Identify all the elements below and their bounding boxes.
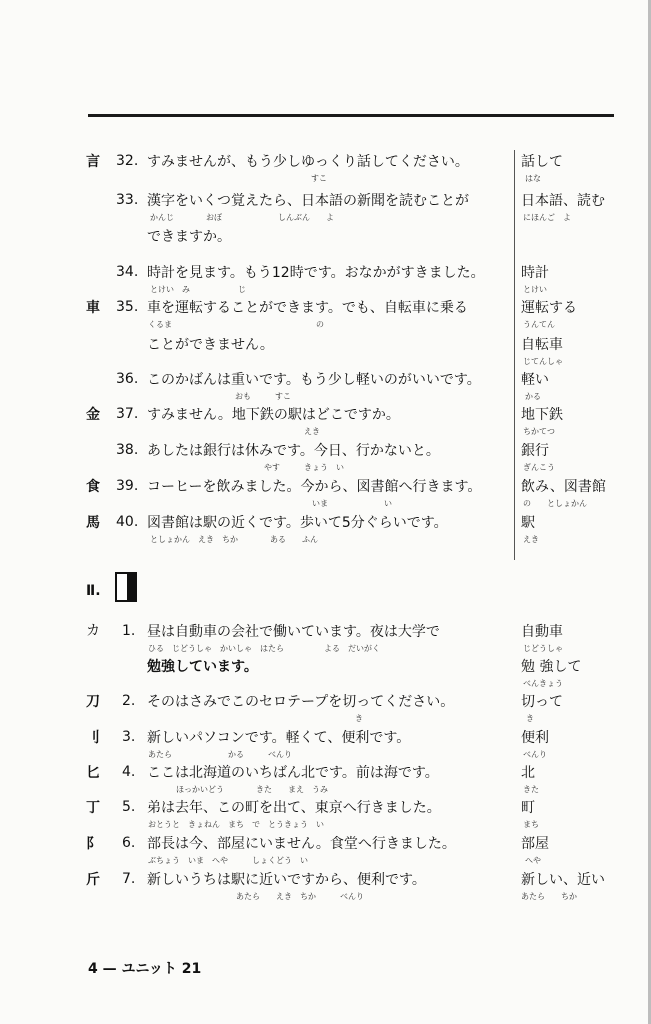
gloss-furigana: じてんしゃ [523, 357, 563, 366]
furigana: えき [304, 427, 320, 436]
gloss: 銀行 [521, 443, 549, 459]
sentence: 部長は今、部屋にいません。食堂へ行きました。 [147, 836, 456, 852]
gloss-furigana: ぎんこう [523, 463, 555, 472]
list-item [0, 797, 651, 829]
section-label: Ⅱ. [86, 583, 101, 599]
sentence-continuation: 勉強しています。 [147, 659, 258, 675]
sentence: 図書館は駅の近くです。歩いて5分ぐらいです。 [147, 515, 448, 531]
sentence: 時計を見ます。もう12時です。おなかがすきました。 [147, 265, 485, 281]
sentence: コーヒーを飲みました。今から、図書館へ行きます。 [147, 479, 482, 495]
item-number: 40. [116, 514, 139, 530]
furigana: あたら かる べんり [148, 750, 292, 759]
page-footer: 4 — ユニット 21 [88, 961, 202, 977]
item-number: 35. [116, 299, 139, 315]
radical-label: 馬 [86, 515, 100, 531]
furigana: ほっかいどう きた まえ うみ [176, 785, 328, 794]
item-number: 3. [122, 729, 136, 745]
list-item [0, 151, 651, 183]
radical-label: 車 [86, 300, 100, 316]
gloss-furigana: ちかてつ [523, 427, 555, 436]
sentence: 昼は自動車の会社で働いています。夜は大学で [147, 624, 440, 640]
gloss-furigana: べんり [523, 750, 547, 759]
list-item [0, 476, 651, 508]
list-item [0, 190, 651, 222]
list-item [0, 833, 651, 865]
list-item [0, 297, 651, 329]
gloss-furigana: の としょかん [523, 499, 587, 508]
furigana: あたら えき ちか べんり [236, 892, 364, 901]
list-item [0, 369, 651, 401]
sentence: すみません。地下鉄の駅はどこですか。 [147, 407, 400, 423]
gloss-furigana: にほんご よ [523, 213, 571, 222]
gloss: 運転する [521, 300, 577, 316]
furigana: おも すこ [235, 392, 291, 401]
item-number: 4. [122, 764, 136, 780]
list-item [0, 440, 651, 472]
furigana: とけい み じ [150, 285, 246, 294]
item-number: 5. [122, 799, 136, 815]
sentence: 弟は去年、この町を出て、東京へ行きました。 [147, 800, 441, 816]
furigana: おとうと きょねん まち で とうきょう い [148, 820, 324, 829]
list-item [0, 262, 651, 294]
radical-label: 阝 [86, 836, 100, 852]
radical-label: 匕 [86, 765, 100, 781]
gloss: 地下鉄 [521, 407, 563, 423]
sentence: あしたは銀行は休みです。今日、行かないと。 [147, 443, 440, 459]
list-item [0, 512, 651, 544]
sentence: そのはさみでこのセロテープを切ってください。 [147, 694, 455, 710]
list-item [0, 404, 651, 436]
sentence: 車を運転することができます。でも、自転車に乗る [147, 300, 468, 316]
gloss-furigana: あたら ちか [521, 892, 577, 901]
radical-label: 刀 [86, 694, 100, 710]
list-item [0, 762, 651, 794]
list-item-continuation [0, 334, 651, 366]
gloss: 軽い [521, 372, 549, 388]
furigana: いま い [312, 499, 392, 508]
gloss: 北 [521, 765, 535, 781]
gloss: 部屋 [521, 836, 549, 852]
furigana: き [355, 714, 363, 723]
gloss: 飲み、図書館 [521, 479, 606, 495]
item-number: 32. [116, 153, 139, 169]
radical-label: 斤 [86, 872, 100, 888]
gloss: 時計 [521, 265, 549, 281]
gloss: 自転車 [521, 337, 563, 353]
sentence: すみませんが、もう少しゆっくり話してください。 [147, 154, 469, 170]
gloss-furigana: べんきょう [523, 679, 563, 688]
gloss: 日本語、読む [521, 193, 605, 209]
section-icon-fill [127, 572, 135, 602]
radical-label: 丁 [86, 800, 100, 816]
item-number: 7. [122, 871, 136, 887]
list-item [0, 691, 651, 723]
item-number: 39. [116, 478, 139, 494]
item-number: 34. [116, 264, 139, 280]
gloss-furigana: じどうしゃ [523, 644, 563, 653]
gloss: 話して [521, 154, 563, 170]
gloss-furigana: かる [525, 392, 541, 401]
furigana: かんじ おぼ しんぶん よ [150, 213, 334, 222]
gloss: 自動車 [521, 624, 563, 640]
furigana: ひる じどうしゃ かいしゃ はたら よる だいがく [148, 644, 380, 653]
sentence: ここは北海道のいちばん北です。前は海です。 [147, 765, 439, 781]
furigana: くるま の [148, 320, 324, 329]
furigana: やす きょう い [264, 463, 344, 472]
gloss-furigana: まち [523, 820, 539, 829]
gloss: 便利 [521, 730, 549, 746]
sentence: 漢字をいくつ覚えたら、日本語の新聞を読むことが [147, 193, 469, 209]
gloss-furigana: きた [523, 785, 539, 794]
item-number: 36. [116, 371, 139, 387]
gloss-furigana: えき [523, 535, 539, 544]
sentence: 新しいうちは駅に近いですから、便利です。 [147, 872, 426, 888]
furigana: すこ [311, 174, 327, 183]
list-item [0, 727, 651, 759]
sentence: このかばんは重いです。もう少し軽いのがいいです。 [147, 372, 481, 388]
gloss-furigana: へや [525, 856, 541, 865]
top-rule [88, 114, 614, 117]
gloss-furigana: はな [525, 174, 541, 183]
item-number: 6. [122, 835, 136, 851]
list-item-continuation [0, 226, 651, 250]
radical-label: 刂 [86, 730, 100, 746]
furigana: としょかん えき ちか ある ふん [150, 535, 318, 544]
item-number: 33. [116, 192, 139, 208]
gloss-furigana: とけい [523, 285, 547, 294]
item-number: 37. [116, 406, 139, 422]
furigana: ぶちょう いま へや しょくどう い [148, 856, 308, 865]
item-number: 2. [122, 693, 136, 709]
gloss: 勉 強して [521, 659, 582, 675]
gloss: 町 [521, 800, 535, 816]
list-item-continuation [0, 656, 651, 688]
radical-label: 言 [86, 154, 100, 170]
list-item [0, 621, 651, 653]
sentence-continuation: ことができません。 [147, 337, 274, 353]
radical-label: 食 [86, 479, 100, 495]
item-number: 38. [116, 442, 139, 458]
radical-label: 金 [86, 407, 100, 423]
gloss: 新しい、近い [521, 872, 605, 888]
radical-label: カ [86, 623, 100, 639]
item-number: 1. [122, 623, 136, 639]
gloss: 切って [521, 694, 563, 710]
gloss: 駅 [521, 515, 535, 531]
sentence-continuation: できますか。 [147, 229, 231, 245]
list-item [0, 869, 651, 901]
gloss-furigana: うんてん [523, 320, 555, 329]
sentence: 新しいパソコンです。軽くて、便利です。 [147, 730, 411, 746]
gloss-furigana: き [526, 714, 534, 723]
